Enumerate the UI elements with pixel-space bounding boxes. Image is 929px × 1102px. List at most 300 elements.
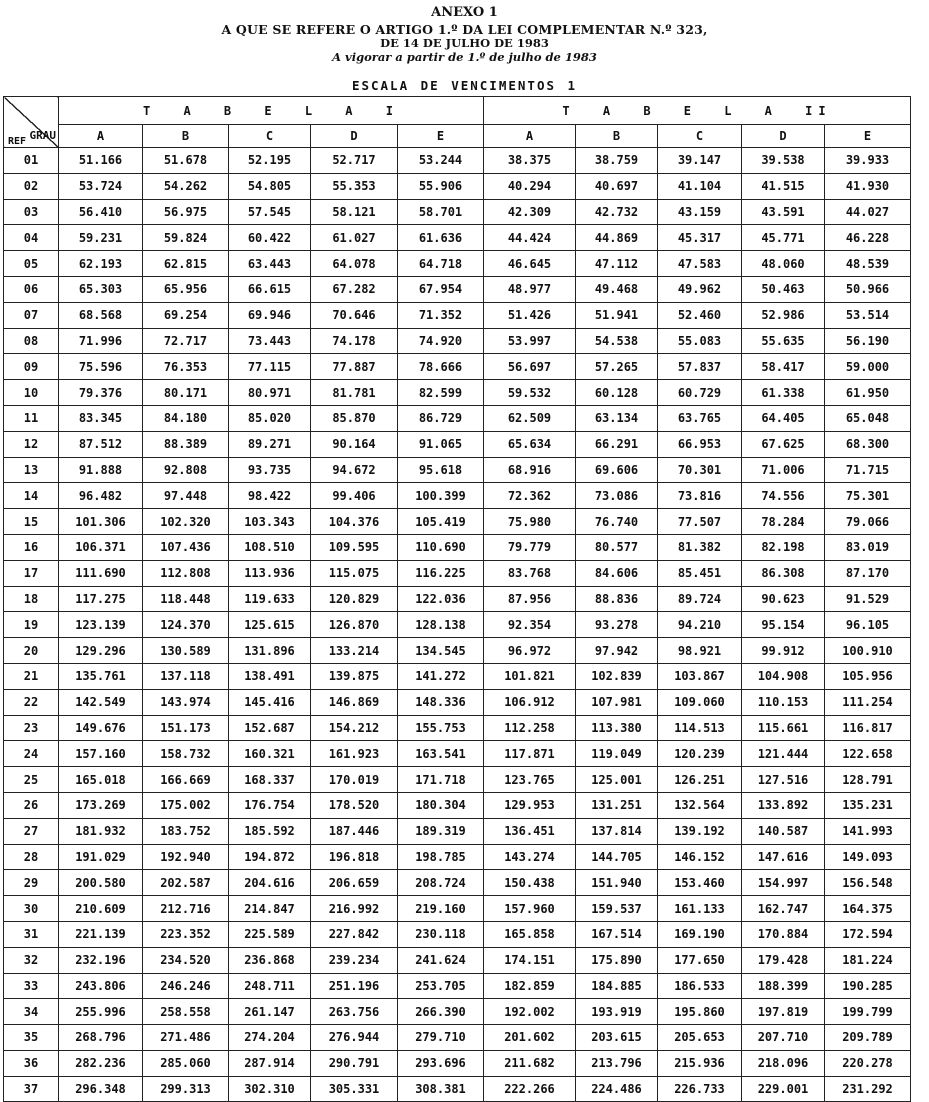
value-cell: 122.658 (825, 741, 911, 767)
value-cell: 80.577 (576, 534, 658, 560)
value-cell: 84.180 (143, 405, 229, 431)
value-cell: 48.539 (825, 251, 911, 277)
ref-label: REF (8, 136, 27, 147)
value-cell: 80.171 (143, 380, 229, 406)
value-cell: 71.996 (59, 328, 143, 354)
value-cell: 63.443 (229, 251, 311, 277)
ref-cell: 14 (4, 483, 59, 509)
ref-cell: 16 (4, 534, 59, 560)
value-cell: 100.910 (825, 638, 911, 664)
value-cell: 89.724 (658, 586, 742, 612)
value-cell: 137.814 (576, 818, 658, 844)
value-cell: 109.595 (311, 534, 398, 560)
value-cell: 84.606 (576, 560, 658, 586)
value-cell: 96.105 (825, 612, 911, 638)
value-cell: 154.997 (742, 870, 825, 896)
value-cell: 110.153 (742, 689, 825, 715)
value-cell: 220.278 (825, 1050, 911, 1076)
value-cell: 160.321 (229, 741, 311, 767)
value-cell: 94.210 (658, 612, 742, 638)
value-cell: 74.920 (398, 328, 484, 354)
ref-cell: 23 (4, 715, 59, 741)
ref-cell: 08 (4, 328, 59, 354)
value-cell: 251.196 (311, 973, 398, 999)
value-cell: 55.906 (398, 173, 484, 199)
value-cell: 55.635 (742, 328, 825, 354)
value-cell: 125.001 (576, 767, 658, 793)
ref-cell: 13 (4, 457, 59, 483)
value-cell: 41.930 (825, 173, 911, 199)
value-cell: 62.509 (484, 405, 576, 431)
ref-cell: 21 (4, 663, 59, 689)
value-cell: 42.732 (576, 199, 658, 225)
ref-cell: 27 (4, 818, 59, 844)
value-cell: 133.214 (311, 638, 398, 664)
ref-cell: 20 (4, 638, 59, 664)
value-cell: 119.049 (576, 741, 658, 767)
value-cell: 77.887 (311, 354, 398, 380)
ref-cell: 33 (4, 973, 59, 999)
value-cell: 56.697 (484, 354, 576, 380)
table-row (4, 1025, 911, 1051)
table-row (4, 251, 911, 277)
value-cell: 58.701 (398, 199, 484, 225)
ref-cell: 37 (4, 1076, 59, 1102)
value-cell: 172.594 (825, 921, 911, 947)
value-cell: 106.912 (484, 689, 576, 715)
value-cell: 83.019 (825, 534, 911, 560)
value-cell: 64.078 (311, 251, 398, 277)
grade-header-2-a: A (484, 125, 576, 148)
table-row (4, 199, 911, 225)
law-reference: A QUE SE REFERE O ARTIGO 1.º DA LEI COMPLEMENTAR N.º 323, (221, 22, 708, 37)
value-cell: 243.806 (59, 973, 143, 999)
table-row (4, 483, 911, 509)
value-cell: 131.251 (576, 792, 658, 818)
value-cell: 68.916 (484, 457, 576, 483)
ref-cell: 24 (4, 741, 59, 767)
value-cell: 130.589 (143, 638, 229, 664)
value-cell: 81.781 (311, 380, 398, 406)
value-cell: 127.516 (742, 767, 825, 793)
value-cell: 56.190 (825, 328, 911, 354)
value-cell: 115.075 (311, 560, 398, 586)
tabela-1-title: T A B E L A I (59, 97, 484, 125)
value-cell: 271.486 (143, 1025, 229, 1051)
ref-cell: 04 (4, 225, 59, 251)
value-cell: 44.027 (825, 199, 911, 225)
value-cell: 50.966 (825, 276, 911, 302)
value-cell: 75.980 (484, 509, 576, 535)
value-cell: 45.771 (742, 225, 825, 251)
value-cell: 149.093 (825, 844, 911, 870)
value-cell: 88.389 (143, 431, 229, 457)
value-cell: 68.300 (825, 431, 911, 457)
value-cell: 168.337 (229, 767, 311, 793)
value-cell: 181.224 (825, 947, 911, 973)
value-cell: 116.225 (398, 560, 484, 586)
value-cell: 57.545 (229, 199, 311, 225)
table-row (4, 999, 911, 1025)
value-cell: 181.932 (59, 818, 143, 844)
ref-cell: 28 (4, 844, 59, 870)
value-cell: 38.759 (576, 148, 658, 174)
value-cell: 66.615 (229, 276, 311, 302)
value-cell: 246.246 (143, 973, 229, 999)
value-cell: 174.151 (484, 947, 576, 973)
value-cell: 135.761 (59, 663, 143, 689)
table-row (4, 534, 911, 560)
value-cell: 57.265 (576, 354, 658, 380)
value-cell: 60.128 (576, 380, 658, 406)
value-cell: 261.147 (229, 999, 311, 1025)
ref-cell: 26 (4, 792, 59, 818)
grau-label: GRAU (29, 129, 56, 142)
value-cell: 101.306 (59, 509, 143, 535)
value-cell: 96.482 (59, 483, 143, 509)
value-cell: 232.196 (59, 947, 143, 973)
value-cell: 212.716 (143, 896, 229, 922)
grau-ref-corner (4, 97, 59, 148)
table-row (4, 741, 911, 767)
value-cell: 200.580 (59, 870, 143, 896)
value-cell: 96.972 (484, 638, 576, 664)
value-cell: 83.345 (59, 405, 143, 431)
value-cell: 53.244 (398, 148, 484, 174)
value-cell: 50.463 (742, 276, 825, 302)
value-cell: 215.936 (658, 1050, 742, 1076)
value-cell: 54.805 (229, 173, 311, 199)
value-cell: 39.933 (825, 148, 911, 174)
value-cell: 143.974 (143, 689, 229, 715)
value-cell: 158.732 (143, 741, 229, 767)
value-cell: 268.796 (59, 1025, 143, 1051)
grade-header-2-c: C (658, 125, 742, 148)
value-cell: 83.768 (484, 560, 576, 586)
value-cell: 46.645 (484, 251, 576, 277)
value-cell: 106.371 (59, 534, 143, 560)
value-cell: 88.836 (576, 586, 658, 612)
value-cell: 51.678 (143, 148, 229, 174)
value-cell: 63.765 (658, 405, 742, 431)
table-row (4, 328, 911, 354)
value-cell: 71.715 (825, 457, 911, 483)
value-cell: 40.697 (576, 173, 658, 199)
value-cell: 211.682 (484, 1050, 576, 1076)
value-cell: 113.936 (229, 560, 311, 586)
ref-cell: 29 (4, 870, 59, 896)
value-cell: 107.981 (576, 689, 658, 715)
value-cell: 219.160 (398, 896, 484, 922)
table-row (4, 767, 911, 793)
value-cell: 45.317 (658, 225, 742, 251)
value-cell: 48.977 (484, 276, 576, 302)
value-cell: 126.251 (658, 767, 742, 793)
value-cell: 144.705 (576, 844, 658, 870)
value-cell: 51.941 (576, 302, 658, 328)
value-cell: 77.115 (229, 354, 311, 380)
value-cell: 194.872 (229, 844, 311, 870)
table-row (4, 870, 911, 896)
value-cell: 42.309 (484, 199, 576, 225)
value-cell: 196.818 (311, 844, 398, 870)
value-cell: 118.448 (143, 586, 229, 612)
value-cell: 229.001 (742, 1076, 825, 1102)
value-cell: 97.942 (576, 638, 658, 664)
value-cell: 213.796 (576, 1050, 658, 1076)
value-cell: 71.352 (398, 302, 484, 328)
table-row (4, 973, 911, 999)
value-cell: 70.301 (658, 457, 742, 483)
value-cell: 53.997 (484, 328, 576, 354)
value-cell: 207.710 (742, 1025, 825, 1051)
value-cell: 123.139 (59, 612, 143, 638)
value-cell: 80.971 (229, 380, 311, 406)
ref-cell: 10 (4, 380, 59, 406)
value-cell: 279.710 (398, 1025, 484, 1051)
value-cell: 39.538 (742, 148, 825, 174)
value-cell: 147.616 (742, 844, 825, 870)
value-cell: 165.018 (59, 767, 143, 793)
table-row (4, 225, 911, 251)
value-cell: 74.178 (311, 328, 398, 354)
value-cell: 225.589 (229, 921, 311, 947)
grade-header-row (4, 125, 911, 148)
value-cell: 191.029 (59, 844, 143, 870)
value-cell: 170.884 (742, 921, 825, 947)
value-cell: 190.285 (825, 973, 911, 999)
table-row (4, 663, 911, 689)
value-cell: 65.048 (825, 405, 911, 431)
ref-cell: 34 (4, 999, 59, 1025)
value-cell: 81.382 (658, 534, 742, 560)
value-cell: 48.060 (742, 251, 825, 277)
value-cell: 129.296 (59, 638, 143, 664)
value-cell: 117.871 (484, 741, 576, 767)
value-cell: 125.615 (229, 612, 311, 638)
value-cell: 205.653 (658, 1025, 742, 1051)
value-cell: 71.006 (742, 457, 825, 483)
value-cell: 230.118 (398, 921, 484, 947)
ref-cell: 03 (4, 199, 59, 225)
ref-cell: 01 (4, 148, 59, 174)
grade-header-2-e: E (825, 125, 911, 148)
grade-header-1-a: A (59, 125, 143, 148)
value-cell: 59.231 (59, 225, 143, 251)
value-cell: 51.426 (484, 302, 576, 328)
value-cell: 185.592 (229, 818, 311, 844)
value-cell: 128.138 (398, 612, 484, 638)
value-cell: 239.234 (311, 947, 398, 973)
value-cell: 138.491 (229, 663, 311, 689)
table-row (4, 612, 911, 638)
value-cell: 56.410 (59, 199, 143, 225)
table-row (4, 173, 911, 199)
value-cell: 76.353 (143, 354, 229, 380)
value-cell: 44.869 (576, 225, 658, 251)
value-cell: 143.274 (484, 844, 576, 870)
annex-title: ANEXO 1 (431, 5, 498, 20)
table-row (4, 586, 911, 612)
value-cell: 206.659 (311, 870, 398, 896)
value-cell: 59.000 (825, 354, 911, 380)
value-cell: 67.954 (398, 276, 484, 302)
value-cell: 308.381 (398, 1076, 484, 1102)
value-cell: 198.785 (398, 844, 484, 870)
table-row (4, 560, 911, 586)
salary-scale-title: ESCALA DE VENCIMENTOS 1 (351, 78, 578, 93)
value-cell: 121.444 (742, 741, 825, 767)
value-cell: 112.808 (143, 560, 229, 586)
value-cell: 64.405 (742, 405, 825, 431)
value-cell: 178.520 (311, 792, 398, 818)
value-cell: 167.514 (576, 921, 658, 947)
value-cell: 41.104 (658, 173, 742, 199)
ref-cell: 19 (4, 612, 59, 638)
table-row (4, 1076, 911, 1102)
table-row (4, 792, 911, 818)
value-cell: 46.228 (825, 225, 911, 251)
value-cell: 126.870 (311, 612, 398, 638)
value-cell: 128.791 (825, 767, 911, 793)
value-cell: 209.789 (825, 1025, 911, 1051)
value-cell: 41.515 (742, 173, 825, 199)
value-cell: 43.159 (658, 199, 742, 225)
value-cell: 103.343 (229, 509, 311, 535)
value-cell: 61.636 (398, 225, 484, 251)
value-cell: 51.166 (59, 148, 143, 174)
value-cell: 255.996 (59, 999, 143, 1025)
value-cell: 85.870 (311, 405, 398, 431)
value-cell: 49.468 (576, 276, 658, 302)
value-cell: 197.819 (742, 999, 825, 1025)
value-cell: 263.756 (311, 999, 398, 1025)
value-cell: 79.376 (59, 380, 143, 406)
value-cell: 141.272 (398, 663, 484, 689)
value-cell: 274.204 (229, 1025, 311, 1051)
value-cell: 108.510 (229, 534, 311, 560)
value-cell: 173.269 (59, 792, 143, 818)
value-cell: 153.460 (658, 870, 742, 896)
value-cell: 78.284 (742, 509, 825, 535)
value-cell: 241.624 (398, 947, 484, 973)
value-cell: 221.139 (59, 921, 143, 947)
value-cell: 64.718 (398, 251, 484, 277)
table-row (4, 354, 911, 380)
grade-header-1-c: C (229, 125, 311, 148)
value-cell: 145.416 (229, 689, 311, 715)
value-cell: 54.538 (576, 328, 658, 354)
ref-cell: 12 (4, 431, 59, 457)
table-row (4, 457, 911, 483)
value-cell: 100.399 (398, 483, 484, 509)
value-cell: 218.096 (742, 1050, 825, 1076)
value-cell: 68.568 (59, 302, 143, 328)
value-cell: 60.729 (658, 380, 742, 406)
value-cell: 87.956 (484, 586, 576, 612)
value-cell: 302.310 (229, 1076, 311, 1102)
table-row (4, 509, 911, 535)
value-cell: 53.514 (825, 302, 911, 328)
value-cell: 150.438 (484, 870, 576, 896)
value-cell: 285.060 (143, 1050, 229, 1076)
value-cell: 184.885 (576, 973, 658, 999)
effective-date: A vigorar a partir de 1.º de julho de 1983 (332, 50, 597, 64)
value-cell: 112.258 (484, 715, 576, 741)
value-cell: 73.443 (229, 328, 311, 354)
value-cell: 159.537 (576, 896, 658, 922)
value-cell: 65.303 (59, 276, 143, 302)
value-cell: 47.112 (576, 251, 658, 277)
table-row (4, 947, 911, 973)
value-cell: 91.888 (59, 457, 143, 483)
value-cell: 59.532 (484, 380, 576, 406)
value-cell: 148.336 (398, 689, 484, 715)
value-cell: 79.779 (484, 534, 576, 560)
value-cell: 131.896 (229, 638, 311, 664)
value-cell: 136.451 (484, 818, 576, 844)
ref-cell: 30 (4, 896, 59, 922)
value-cell: 69.946 (229, 302, 311, 328)
table-row (4, 921, 911, 947)
table-row (4, 844, 911, 870)
value-cell: 105.956 (825, 663, 911, 689)
value-cell: 66.291 (576, 431, 658, 457)
value-cell: 180.304 (398, 792, 484, 818)
value-cell: 170.019 (311, 767, 398, 793)
table-row (4, 1050, 911, 1076)
value-cell: 151.173 (143, 715, 229, 741)
table-row (4, 380, 911, 406)
value-cell: 91.065 (398, 431, 484, 457)
value-cell: 146.869 (311, 689, 398, 715)
value-cell: 66.953 (658, 431, 742, 457)
value-cell: 166.669 (143, 767, 229, 793)
ref-cell: 17 (4, 560, 59, 586)
table-row (4, 689, 911, 715)
grade-header-1-d: D (311, 125, 398, 148)
value-cell: 44.424 (484, 225, 576, 251)
value-cell: 227.842 (311, 921, 398, 947)
value-cell: 226.733 (658, 1076, 742, 1102)
value-cell: 162.747 (742, 896, 825, 922)
table-row (4, 818, 911, 844)
ref-cell: 02 (4, 173, 59, 199)
ref-cell: 31 (4, 921, 59, 947)
value-cell: 73.086 (576, 483, 658, 509)
value-cell: 146.152 (658, 844, 742, 870)
value-cell: 109.060 (658, 689, 742, 715)
ref-cell: 05 (4, 251, 59, 277)
ref-cell: 35 (4, 1025, 59, 1051)
value-cell: 120.239 (658, 741, 742, 767)
value-cell: 164.375 (825, 896, 911, 922)
value-cell: 129.953 (484, 792, 576, 818)
value-cell: 210.609 (59, 896, 143, 922)
value-cell: 115.661 (742, 715, 825, 741)
value-cell: 90.623 (742, 586, 825, 612)
table-row (4, 276, 911, 302)
value-cell: 192.002 (484, 999, 576, 1025)
value-cell: 169.190 (658, 921, 742, 947)
value-cell: 104.908 (742, 663, 825, 689)
grade-header-2-b: B (576, 125, 658, 148)
value-cell: 140.587 (742, 818, 825, 844)
value-cell: 65.634 (484, 431, 576, 457)
value-cell: 54.262 (143, 173, 229, 199)
value-cell: 89.271 (229, 431, 311, 457)
value-cell: 60.422 (229, 225, 311, 251)
